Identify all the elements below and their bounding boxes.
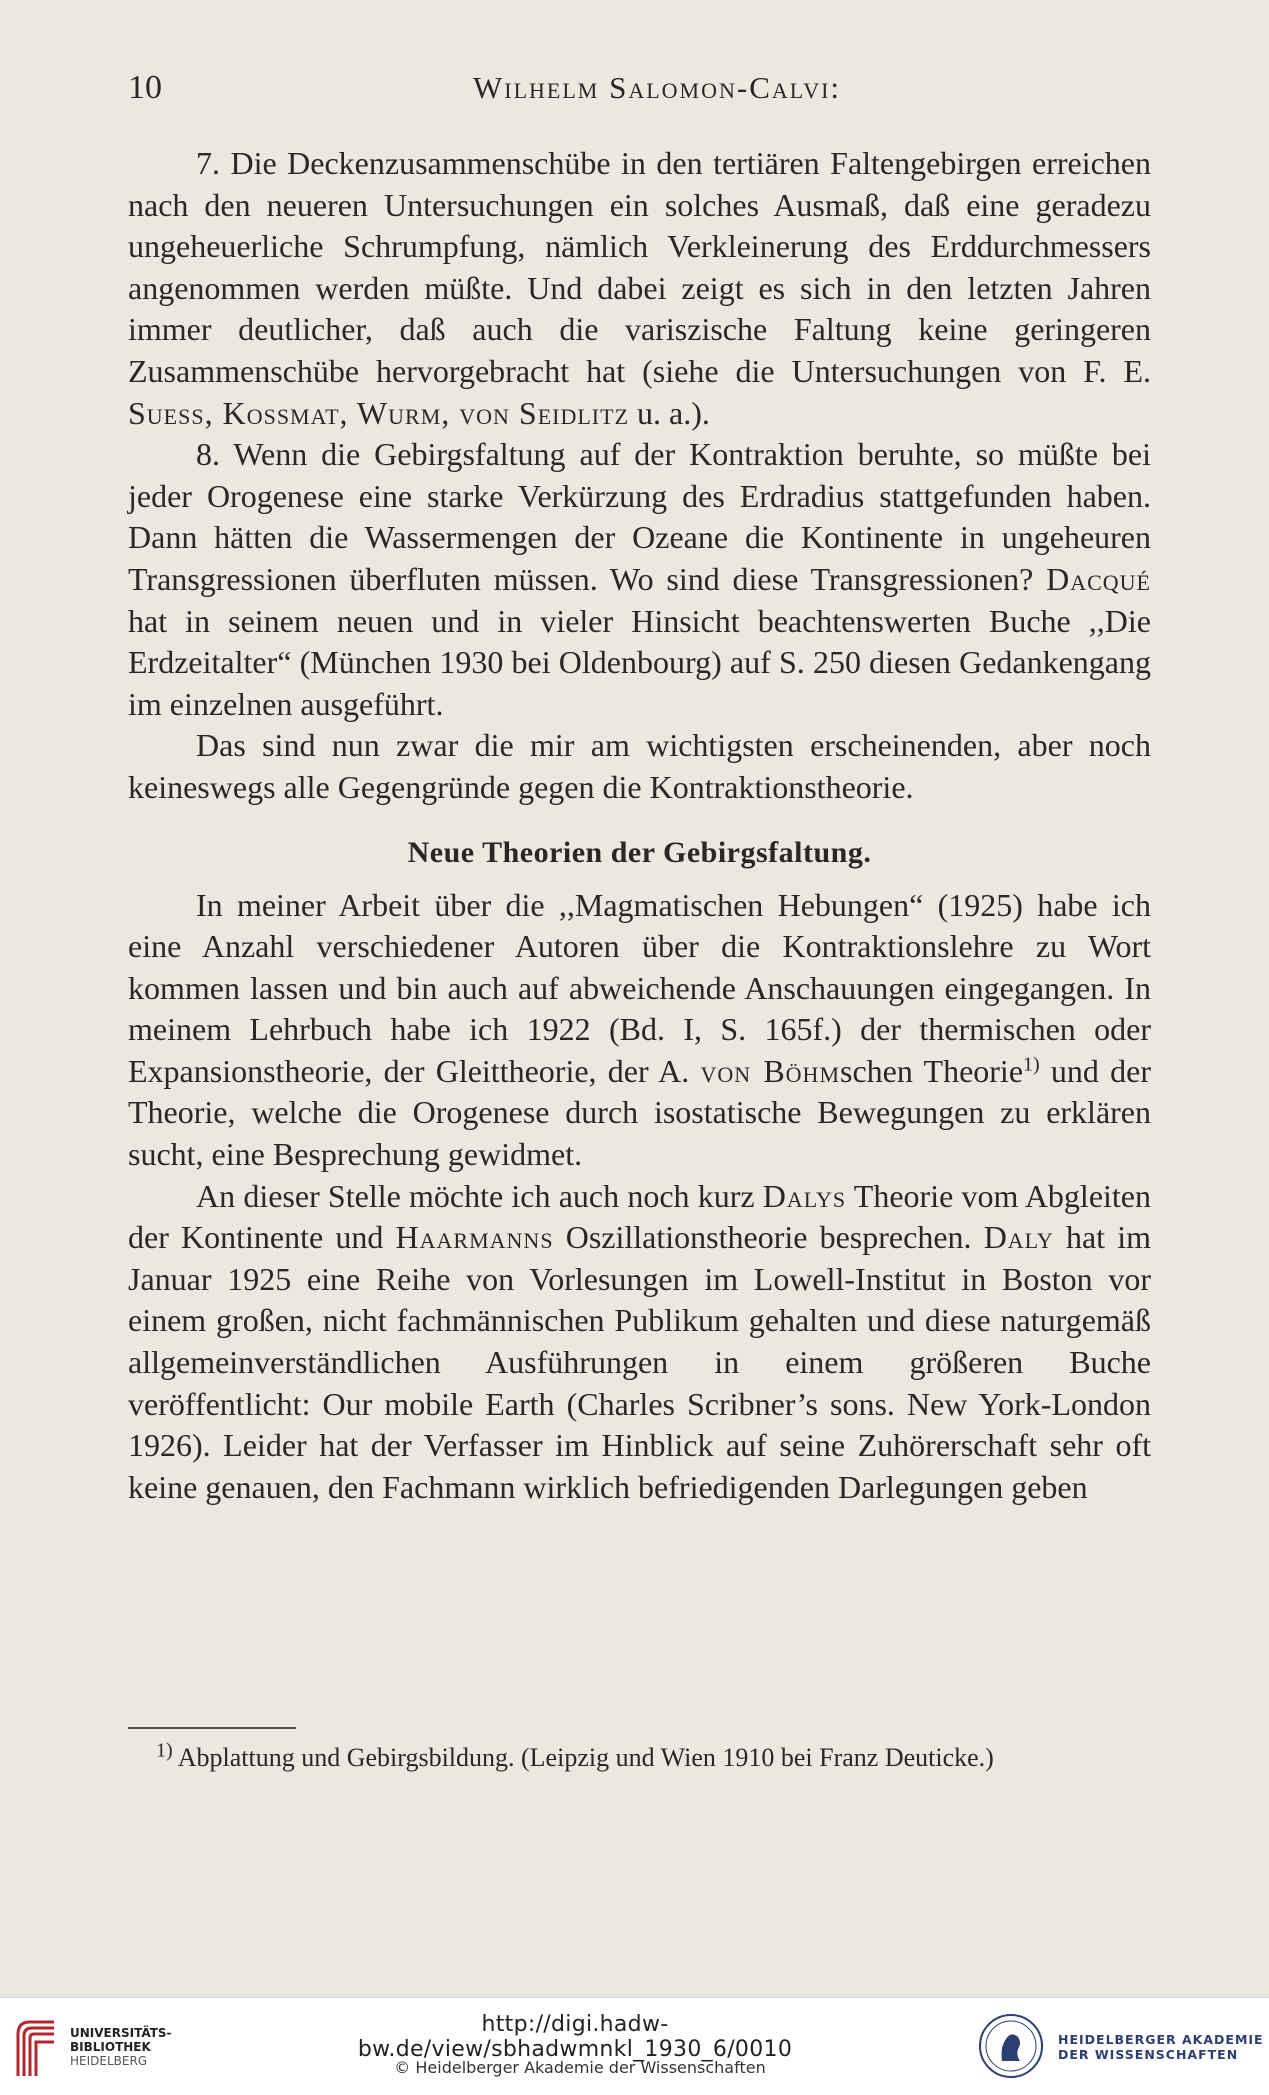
author-name: Dacqué bbox=[1046, 560, 1151, 597]
paragraph-text: Theorie vom Abgleiten der Kontinente und bbox=[128, 1177, 1152, 1256]
paragraph-magmatic bbox=[128, 885, 1151, 1176]
body-text bbox=[128, 143, 1151, 1508]
author-name: Dalys bbox=[762, 1177, 847, 1214]
library-name bbox=[70, 2026, 172, 2068]
library-name-line: BIBLIOTHEK bbox=[70, 2040, 151, 2054]
footnote-reference[interactable]: 1) bbox=[1023, 1053, 1040, 1076]
paragraph-text: und der Theorie, welche die Orogenese durch isostatische Bewegungen zu erklären sucht, eine Besprechung gewidmet. bbox=[128, 1052, 1152, 1173]
paragraph-8 bbox=[128, 434, 1151, 725]
section-heading: Neue Theorien der Gebirgsfaltung. bbox=[407, 835, 872, 869]
paragraph-text: 8. Wenn die Gebirgsfaltung auf der Kontraktion beruhte, so müßte bei jeder Orogenese eine starke Verkürzung des Erdradius stattgefunden haben. Dann hätten die Wassermengen der Ozeane die Kontinente in ungeheuren Transgressionen überfluten müssen. Wo sind diese Transgressionen? bbox=[128, 436, 1151, 597]
paragraph-text: Oszillationstheorie besprechen. bbox=[553, 1219, 984, 1256]
paragraph-daly bbox=[128, 1176, 1151, 1509]
academy-name-line: HEIDELBERGER AKADEMIE bbox=[1058, 2032, 1264, 2047]
library-name-line: UNIVERSITÄTS- bbox=[70, 2026, 172, 2040]
footnote bbox=[128, 1738, 1151, 1778]
footnote-text: Abplattung und Gebirgsbildung. (Leipzig und Wien 1910 bei Franz Deuticke.) bbox=[172, 1743, 994, 1772]
permalink-url[interactable]: http://digi.hadw-bw.de/view/sbhadwmnkl_1930_6/0010 bbox=[357, 2012, 793, 2062]
author-name: Daly bbox=[983, 1219, 1054, 1256]
copyright-notice: © Heidelberger Akademie der Wissenschaften bbox=[394, 2058, 766, 2077]
viewer-footer bbox=[0, 1997, 1269, 2095]
paragraph-text: schen Theorie bbox=[840, 1052, 1024, 1089]
footnote-divider bbox=[128, 1727, 296, 1729]
author-name: von Böhm bbox=[700, 1052, 841, 1089]
author-name: Haarmanns bbox=[395, 1219, 554, 1256]
academy-name-line: DER WISSENSCHAFTEN bbox=[1058, 2047, 1239, 2062]
paragraph-text: u. a.). bbox=[629, 394, 710, 431]
running-title: Wilhelm Salomon-Calvi: bbox=[473, 70, 842, 105]
paragraph-7 bbox=[128, 143, 1151, 434]
academy-name bbox=[1058, 2032, 1264, 2062]
paragraph-text: hat in seinem neuen und in vieler Hinsicht beachtenswerten Buche ,,Die Erdzeitalter“ (München 1930 bei Oldenbourg) auf S. 250 diesen Gedankengang im einzelnen ausgeführt. bbox=[128, 602, 1151, 722]
paragraph-summary: Das sind nun zwar die mir am wichtigsten erscheinenden, aber noch keineswegs alle Gegengründe gegen die Kontraktionstheorie. bbox=[128, 727, 1151, 805]
footnote-mark: 1) bbox=[156, 1739, 173, 1762]
running-header bbox=[128, 66, 1151, 110]
academy-seal-logo[interactable] bbox=[978, 2013, 1044, 2079]
author-names: Suess, Kossmat, Wurm, von Seidlitz bbox=[128, 394, 630, 431]
university-library-logo[interactable] bbox=[14, 2016, 58, 2080]
library-city: HEIDELBERG bbox=[70, 2054, 148, 2068]
paragraph-text: hat im Januar 1925 eine Reihe von Vorlesungen im Lowell-Institut in Boston vor einem großen, nicht fachmännischen Publikum gehalten und diese naturgemäß allgemeinverständlichen Ausführungen in einem größeren Buche veröffentlicht: Our mobile Earth (Charles Scribner’s sons. New York-London 1926). Leider hat der Verfasser im Hinblick auf seine Zuhörerschaft sehr oft keine genauen, den Fachmann wirklich befriedigenden Darlegungen geben bbox=[128, 1219, 1152, 1505]
paragraph-text: 7. Die Deckenzusammenschübe in den tertiären Faltengebirgen erreichen nach den neueren Untersuchungen ein solches Ausmaß, daß eine geradezu ungeheuerliche Schrumpfung, nämlich Verkleinerung des Erddurchmessers angenommen werden müßte. Und dabei zeigt es sich in den letzten Jahren immer deutlicher, daß auch die variszische Faltung keine geringeren Zusammenschübe hervorgebracht hat (siehe die Untersuchungen von F. E. bbox=[128, 145, 1151, 389]
paragraph-text: An dieser Stelle möchte ich auch noch kurz bbox=[196, 1177, 763, 1214]
page-number: 10 bbox=[128, 69, 162, 106]
paragraph-text: In meiner Arbeit über die ,,Magmatischen Hebungen“ (1925) habe ich eine Anzahl verschiedener Autoren über die Kontraktionslehre zu Wort kommen lassen und bin auch auf abweichende Anschauungen eingegangen. In meinem Lehrbuch habe ich 1922 (Bd. I, S. 165f.) der thermischen oder Expansionstheorie, der Gleittheorie, der A. bbox=[128, 886, 1151, 1089]
